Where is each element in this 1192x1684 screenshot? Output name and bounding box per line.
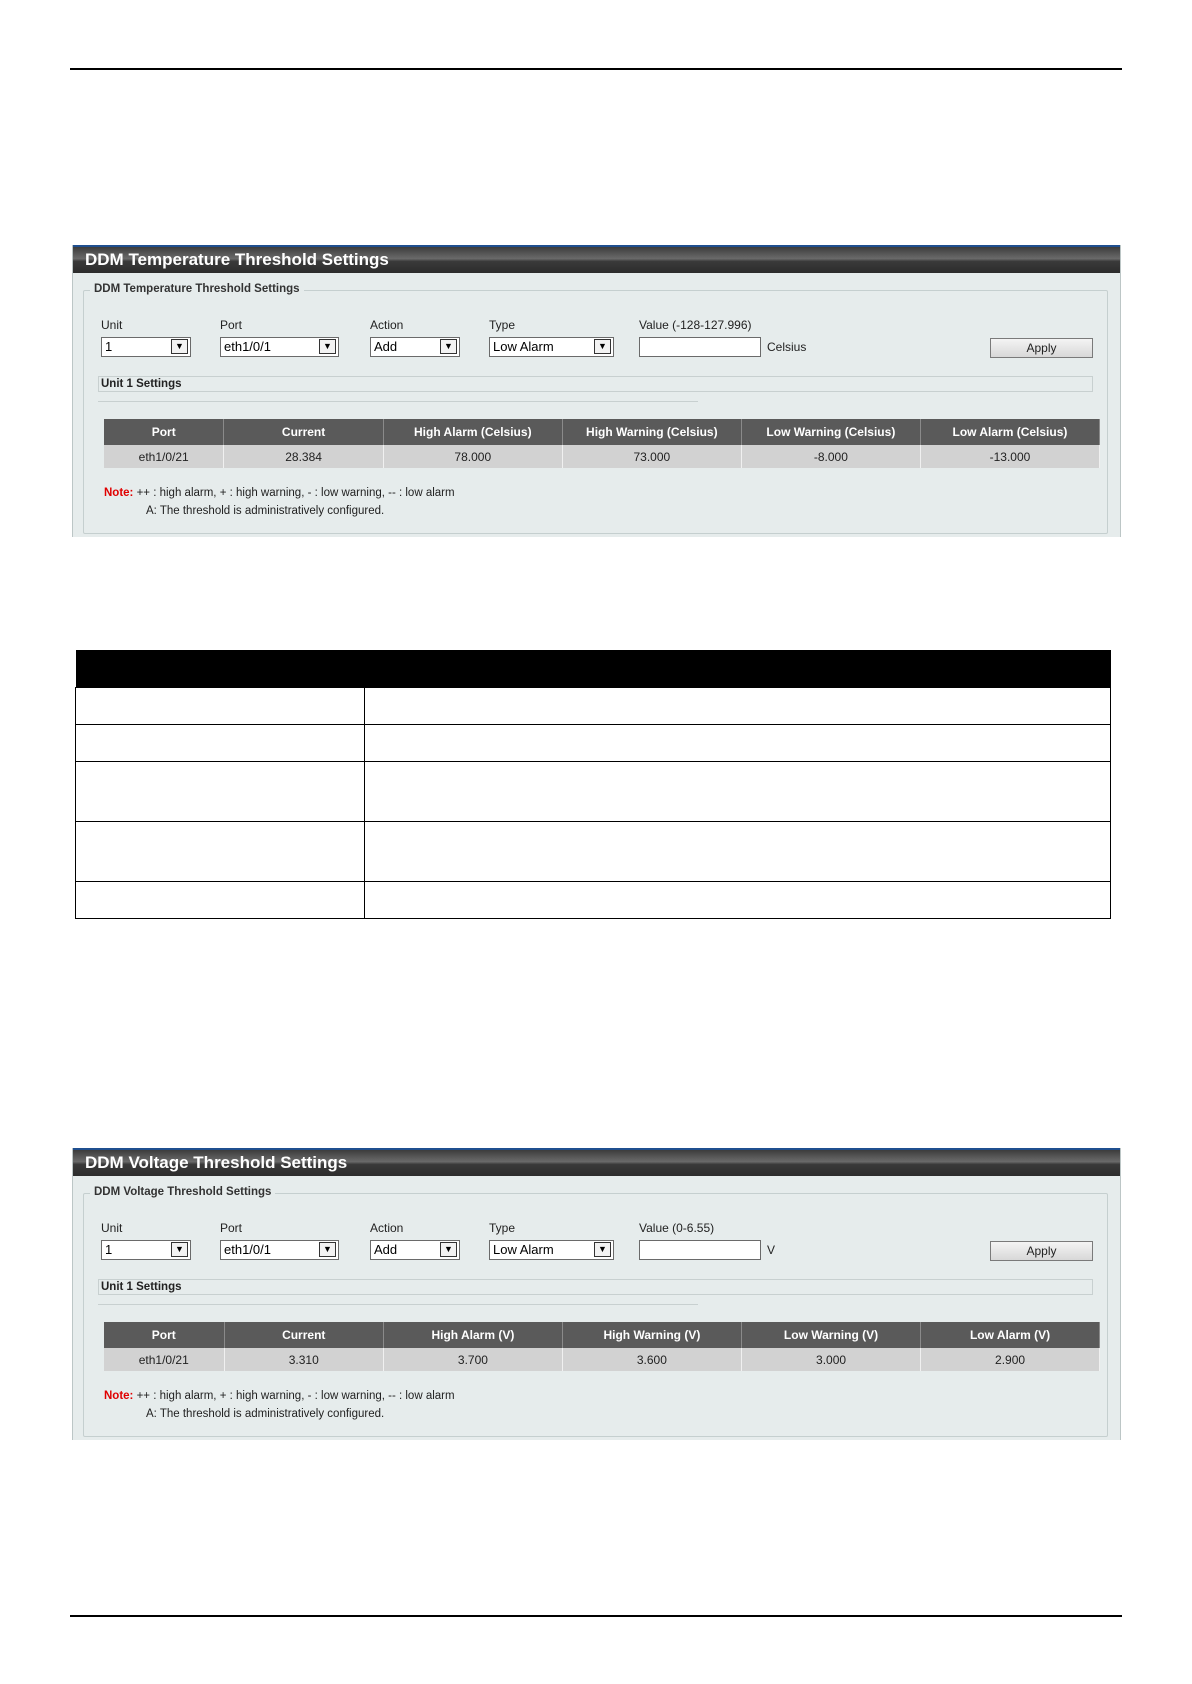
description-table: [75, 650, 1111, 919]
type-label: Type: [489, 318, 516, 332]
table-row: [76, 822, 1111, 882]
action-select-value: Add: [374, 1242, 398, 1257]
unit-settings-header: Unit 1 Settings: [98, 376, 1093, 392]
cell-low-alarm: -13.000: [920, 445, 1099, 468]
cell-low-warning: 3.000: [741, 1348, 920, 1371]
column-header: Current: [224, 419, 383, 445]
note: [104, 487, 455, 499]
port-label: Port: [220, 1221, 243, 1235]
type-select-value: Low Alarm: [493, 1242, 554, 1257]
type-select[interactable]: [489, 1240, 614, 1260]
table-header-row: [76, 650, 1111, 688]
note-line1: ++ : high alarm, + : high warning, - : low warning, -- : low alarm: [136, 1390, 455, 1402]
column-header: Low Warning (V): [741, 1322, 920, 1348]
value-label: Value (0-6.55): [639, 1221, 715, 1235]
cell-port: eth1/0/21: [104, 445, 224, 468]
type-label: Type: [489, 1221, 516, 1235]
cell-current: 3.310: [224, 1348, 383, 1371]
note-line1: ++ : high alarm, + : high warning, - : low warning, -- : low alarm: [136, 487, 455, 499]
port-select[interactable]: [220, 1240, 339, 1260]
unit-select-value: 1: [105, 1242, 113, 1257]
port-select-value: eth1/0/1: [224, 339, 271, 354]
table-cell: [76, 822, 365, 882]
divider: [98, 1304, 698, 1305]
note: [104, 1390, 455, 1402]
port-select[interactable]: [220, 337, 339, 357]
unit-select[interactable]: [101, 337, 191, 357]
chevron-down-icon[interactable]: ▼: [319, 339, 336, 354]
action-label: Action: [370, 318, 404, 332]
column-header: Low Warning (Celsius): [741, 419, 920, 445]
table-cell: [365, 688, 1111, 725]
note-line2: A: The threshold is administratively configured.: [146, 1408, 385, 1420]
column-header: High Alarm (V): [383, 1322, 562, 1348]
settings-fieldset: [83, 1186, 1108, 1437]
column-header: Current: [224, 1322, 383, 1348]
fieldset-legend: DDM Temperature Threshold Settings: [90, 283, 304, 295]
temperature-panel: [72, 245, 1121, 537]
table-cell: [365, 725, 1111, 762]
table-cell: [365, 882, 1111, 919]
cell-low-warning: -8.000: [741, 445, 920, 468]
divider: [98, 401, 698, 402]
unit-label: Unit: [101, 318, 123, 332]
value-input[interactable]: [639, 337, 761, 357]
unit-select-value: 1: [105, 339, 113, 354]
apply-button[interactable]: Apply: [990, 338, 1093, 358]
unit-label: Unit: [101, 1221, 123, 1235]
action-select-value: Add: [374, 339, 398, 354]
value-label: Value (-128-127.996): [639, 318, 752, 332]
table-cell: [76, 725, 365, 762]
cell-port: eth1/0/21: [104, 1348, 224, 1371]
chevron-down-icon[interactable]: ▼: [594, 1242, 611, 1257]
cell-high-alarm: 3.700: [383, 1348, 562, 1371]
column-header: Low Alarm (V): [921, 1322, 1100, 1348]
apply-button[interactable]: Apply: [990, 1241, 1093, 1261]
cell-low-alarm: 2.900: [921, 1348, 1100, 1371]
note-label: Note:: [104, 1390, 134, 1402]
chevron-down-icon[interactable]: ▼: [440, 339, 457, 354]
column-header: Port: [104, 1322, 224, 1348]
table-row: [76, 762, 1111, 822]
panel-title: DDM Temperature Threshold Settings: [73, 245, 1120, 273]
header-cell: [365, 650, 1111, 688]
chevron-down-icon[interactable]: ▼: [440, 1242, 457, 1257]
cell-current: 28.384: [224, 445, 383, 468]
type-select-value: Low Alarm: [493, 339, 554, 354]
note-line2: A: The threshold is administratively configured.: [146, 505, 385, 517]
type-select[interactable]: [489, 337, 614, 357]
table-row: [104, 445, 1100, 468]
table-header-row: [104, 1322, 1100, 1348]
value-unit-label: V: [767, 1243, 776, 1257]
table-cell: [365, 822, 1111, 882]
table-row: [104, 1348, 1100, 1371]
voltage-panel: [72, 1148, 1121, 1440]
table-header-row: [104, 419, 1100, 445]
panel-title: DDM Voltage Threshold Settings: [73, 1148, 1120, 1176]
column-header: Low Alarm (Celsius): [920, 419, 1099, 445]
table-cell: [76, 882, 365, 919]
port-select-value: eth1/0/1: [224, 1242, 271, 1257]
table-row: [76, 688, 1111, 725]
chevron-down-icon[interactable]: ▼: [171, 339, 188, 354]
table-cell: [365, 762, 1111, 822]
unit-settings-header: Unit 1 Settings: [98, 1279, 1093, 1295]
cell-high-warning: 3.600: [562, 1348, 741, 1371]
table-row: [76, 725, 1111, 762]
table-cell: [76, 688, 365, 725]
chevron-down-icon[interactable]: ▼: [171, 1242, 188, 1257]
cell-high-alarm: 78.000: [383, 445, 562, 468]
cell-high-warning: 73.000: [562, 445, 741, 468]
action-select[interactable]: [370, 1240, 460, 1260]
unit-select[interactable]: [101, 1240, 191, 1260]
table-cell: [76, 762, 365, 822]
chevron-down-icon[interactable]: ▼: [319, 1242, 336, 1257]
column-header: High Alarm (Celsius): [383, 419, 562, 445]
column-header: Port: [104, 419, 224, 445]
footer-rule: [70, 1615, 1122, 1617]
temperature-table: [104, 419, 1100, 468]
header-rule: [70, 68, 1122, 70]
header-cell: [76, 650, 365, 688]
chevron-down-icon[interactable]: ▼: [594, 339, 611, 354]
port-label: Port: [220, 318, 243, 332]
table-row: [76, 882, 1111, 919]
fieldset-legend: DDM Voltage Threshold Settings: [90, 1186, 275, 1198]
value-unit-label: Celsius: [767, 340, 807, 354]
column-header: High Warning (V): [562, 1322, 741, 1348]
settings-fieldset: [83, 283, 1108, 534]
action-select[interactable]: [370, 337, 460, 357]
voltage-table: [104, 1322, 1100, 1371]
action-label: Action: [370, 1221, 404, 1235]
column-header: High Warning (Celsius): [562, 419, 741, 445]
note-label: Note:: [104, 487, 134, 499]
value-input[interactable]: [639, 1240, 761, 1260]
